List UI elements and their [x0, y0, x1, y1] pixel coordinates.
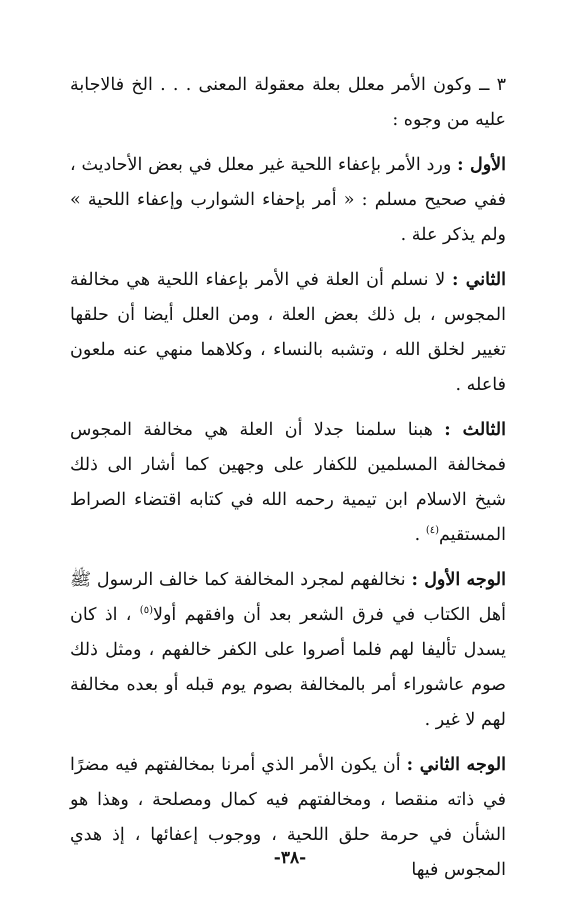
paragraph-aspect-1 — [70, 563, 506, 738]
footnote-ref-5: (٥) — [139, 605, 153, 617]
paragraph-third — [70, 413, 506, 553]
paragraph-text: ورد الأمر بإعفاء اللحية غير معلل في بعض الأحاديث ، ففي صحيح مسلم : « أمر بإحفاء الشوارب وإعفاء اللحية » ولم يذكر علة . — [70, 155, 506, 245]
paragraph-text-continued: ، اذ كان يسدل تأليفا لهم فلما أصروا على الكفر خالفهم ، ومثل ذلك صوم عاشوراء أمر بالمخالفة بصوم يوم قبله أو بعده مخالفة لهم لا غير . — [70, 605, 506, 730]
paragraph-first — [70, 148, 506, 253]
paragraph-text: أن يكون الأمر الذي أمرنا بمخالفتهم فيه مضرًا في ذاته منقصا ، ومخالفتهم فيه كمال ومصلحة ، وهذا هو الشأن في حرمة حلق اللحية ، ووجوب إعفائها ، إذ هدي المجوس فيها — [70, 755, 506, 880]
page-number: -٣٨- — [273, 848, 307, 868]
paragraph-second — [70, 263, 506, 403]
item-number: ٣ ــ — [479, 75, 506, 95]
footnote-ref-4: (٤) — [425, 525, 440, 537]
paragraph-lead: الوجه الأول : — [411, 570, 506, 590]
paragraph-text: وكون الأمر معلل بعلة معقولة المعنى . . . الخ فالاجابة عليه من وجوه : — [70, 75, 506, 130]
paragraph-item-3 — [70, 68, 506, 138]
paragraph-text: هبنا سلمنا جدلا أن العلة هي مخالفة المجوس فمخالفة المسلمين للكفار على وجهين كما أشار الى ذلك شيخ الاسلام ابن تيمية رحمه الله في كتابه اقتضاء الصراط المستقيم — [70, 420, 506, 545]
paragraph-text: نخالفهم لمجرد المخالفة كما خالف الرسول ﷺ أهل الكتاب في فرق الشعر بعد أن وافقهم أولا — [70, 570, 506, 625]
paragraph-text: لا نسلم أن العلة في الأمر بإعفاء اللحية هي مخالفة المجوس ، بل ذلك بعض العلة ، ومن العلل أيضا أن حلقها تغيير لخلق الله ، وتشبه بالنساء ، وكلاهما منهي عنه ملعون فاعله . — [70, 270, 506, 395]
paragraph-end: . — [414, 525, 421, 545]
paragraph-lead: الثاني : — [451, 270, 506, 290]
paragraph-lead: الوجه الثاني : — [406, 755, 506, 775]
paragraph-lead: الأول : — [457, 155, 506, 175]
paragraph-lead: الثالث : — [444, 420, 506, 440]
